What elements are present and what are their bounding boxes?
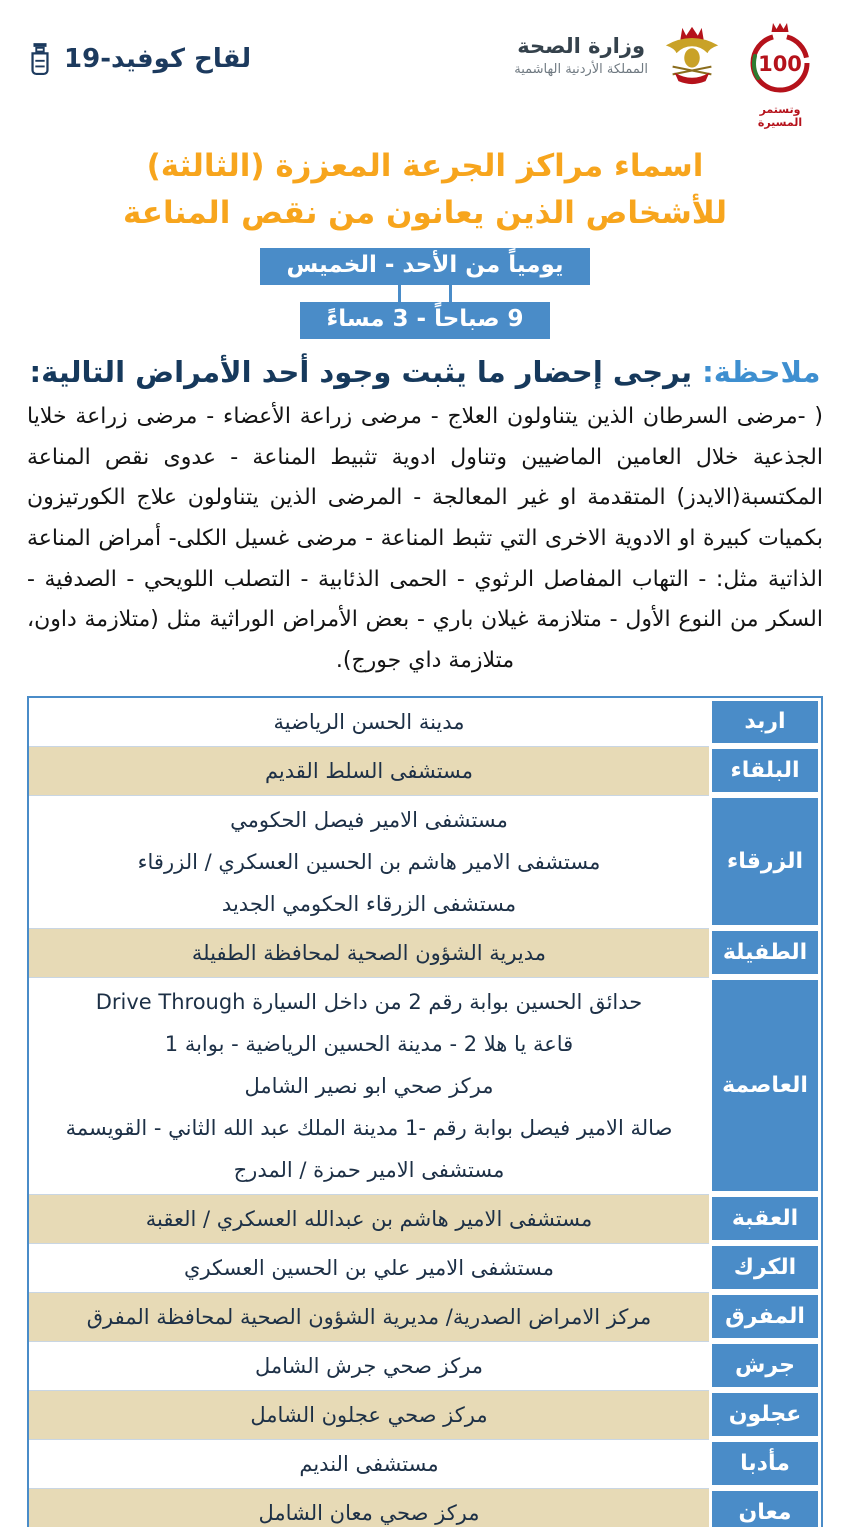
center-name: مديرية الشؤون الصحية لمحافظة الطفيلة xyxy=(191,940,547,965)
centers-cell xyxy=(29,1194,709,1243)
table-row xyxy=(29,977,821,1194)
centennial-number: 100 xyxy=(758,52,802,76)
center-name: مركز الامراض الصدرية/ مديرية الشؤون الصحية لمحافظة المفرق xyxy=(86,1304,652,1329)
header xyxy=(0,0,850,129)
page-title xyxy=(0,143,850,236)
governorate-cell: العقبة xyxy=(712,1197,818,1240)
governorate-cell: مأدبا xyxy=(712,1442,818,1485)
title-line-1: اسماء مراكز الجرعة المعززة (الثالثة) xyxy=(146,148,704,184)
table-row xyxy=(29,1488,821,1527)
covid-vaccine-label xyxy=(26,42,251,76)
hours-badge: 9 صباحاً - 3 مساءً xyxy=(300,302,549,339)
note-body: ( -مرضى السرطان الذين يتناولون العلاج - مرضى زراعة الأعضاء - مرضى زراعة خلايا الجذعية خلال العامين الماضيين وتناول ادوية تثبيط المناعة - عدوى نقص المناعة المكتسبة(الايدز) المتقدمة او غير المعالجة - المرضى الذين يتناولون علاج الكورتيزون بكميات كبيرة او الادوية الاخرى التي تثبط المناعة - مرضى غسيل الكلى- أمراض المناعة الذاتية مثل: - التهاب المفاصل الرثوي - الحمى الذئابية - التصلب اللويحي - الصدفية - السكر من النوع الأول - متلازمة غيلان باري - بعض الأمراض الوراثية مثل (متلازمة داون، متلازمة داي جورج). xyxy=(27,404,823,674)
centers-cell xyxy=(29,698,709,746)
table-row xyxy=(29,1194,821,1243)
table-row xyxy=(29,795,821,928)
ministry-title-block xyxy=(514,34,648,77)
table-row xyxy=(29,1243,821,1292)
jordan-coat-of-arms-icon xyxy=(661,24,723,86)
table-row xyxy=(29,1390,821,1439)
center-name: مستشفى الزرقاء الحكومي الجديد xyxy=(221,891,517,916)
ministry-subtitle: المملكة الأردنية الهاشمية xyxy=(514,62,648,77)
coat-of-arms xyxy=(661,24,723,90)
governorate-cell: الزرقاء xyxy=(712,798,818,925)
center-name: مركز صحي معان الشامل xyxy=(258,1500,480,1525)
center-name: مستشفى الامير حمزة / المدرج xyxy=(233,1157,505,1182)
governorate-cell: اربد xyxy=(712,701,818,743)
schedule-badges xyxy=(0,248,850,339)
center-name: صالة الامير فيصل بوابة رقم -1 مدينة الملك عبد الله الثاني - القويسمة xyxy=(65,1115,673,1140)
table-row xyxy=(29,928,821,977)
note-intro: يرجى إحضار ما يثبت وجود أحد الأمراض التالية: xyxy=(29,355,693,389)
center-name: مركز صحي ابو نصير الشامل xyxy=(244,1073,494,1098)
note-label: ملاحظة: xyxy=(702,355,821,389)
center-name: مستشفى الامير فيصل الحكومي xyxy=(230,807,508,832)
centers-table xyxy=(27,696,823,1527)
center-name: مستشفى الامير هاشم بن عبدالله العسكري / العقبة xyxy=(145,1206,593,1231)
table-row xyxy=(29,746,821,795)
centers-cell xyxy=(29,1341,709,1390)
governorate-cell: الطفيلة xyxy=(712,931,818,974)
days-badge: يومياً من الأحد - الخميس xyxy=(260,248,589,285)
centers-cell xyxy=(29,928,709,977)
centers-cell xyxy=(29,1488,709,1527)
governorate-cell: العاصمة xyxy=(712,980,818,1191)
governorate-cell: البلقاء xyxy=(712,749,818,792)
center-name: مستشفى الامير هاشم بن الحسين العسكري / الزرقاء xyxy=(137,849,601,874)
centers-cell xyxy=(29,795,709,928)
table-row xyxy=(29,1341,821,1390)
table-row xyxy=(29,1439,821,1488)
governorate-cell: عجلون xyxy=(712,1393,818,1436)
badge-connector xyxy=(398,285,452,302)
governorate-cell: المفرق xyxy=(712,1295,818,1338)
center-name: حدائق الحسين بوابة رقم 2 من داخل السيارة Drive Through xyxy=(95,989,643,1014)
governorate-cell: جرش xyxy=(712,1344,818,1387)
center-name: مركز صحي عجلون الشامل xyxy=(250,1402,488,1427)
table-row xyxy=(29,698,821,746)
title-line-2: للأشخاص الذين يعانون من نقص المناعة xyxy=(123,194,727,231)
centennial-emblem xyxy=(736,20,824,129)
centers-cell xyxy=(29,1292,709,1341)
centers-cell xyxy=(29,1390,709,1439)
centennial-caption: وتستمر المسيرة xyxy=(757,103,803,129)
centers-cell xyxy=(29,746,709,795)
center-name: مستشفى الامير علي بن الحسين العسكري xyxy=(184,1255,554,1280)
centers-cell xyxy=(29,1243,709,1292)
brand-group xyxy=(514,20,824,129)
centennial-100-icon xyxy=(740,20,820,98)
center-name: قاعة يا هلا 2 - مدينة الحسين الرياضية - بوابة 1 xyxy=(164,1031,574,1056)
ministry-name: وزارة الصحة xyxy=(517,34,646,58)
note-heading xyxy=(0,355,850,389)
center-name: مركز صحي جرش الشامل xyxy=(254,1353,484,1378)
vaccine-vial-icon xyxy=(26,42,54,76)
center-name: مستشفى النديم xyxy=(299,1451,439,1476)
governorate-cell: الكرك xyxy=(712,1246,818,1289)
center-name: مستشفى السلط القديم xyxy=(264,758,474,783)
centers-cell xyxy=(29,1439,709,1488)
center-name: مدينة الحسن الرياضية xyxy=(273,709,465,734)
covid-label-text: لقاح كوفيد-19 xyxy=(64,44,252,74)
table-row xyxy=(29,1292,821,1341)
centers-cell xyxy=(29,977,709,1194)
governorate-cell: معان xyxy=(712,1491,818,1527)
